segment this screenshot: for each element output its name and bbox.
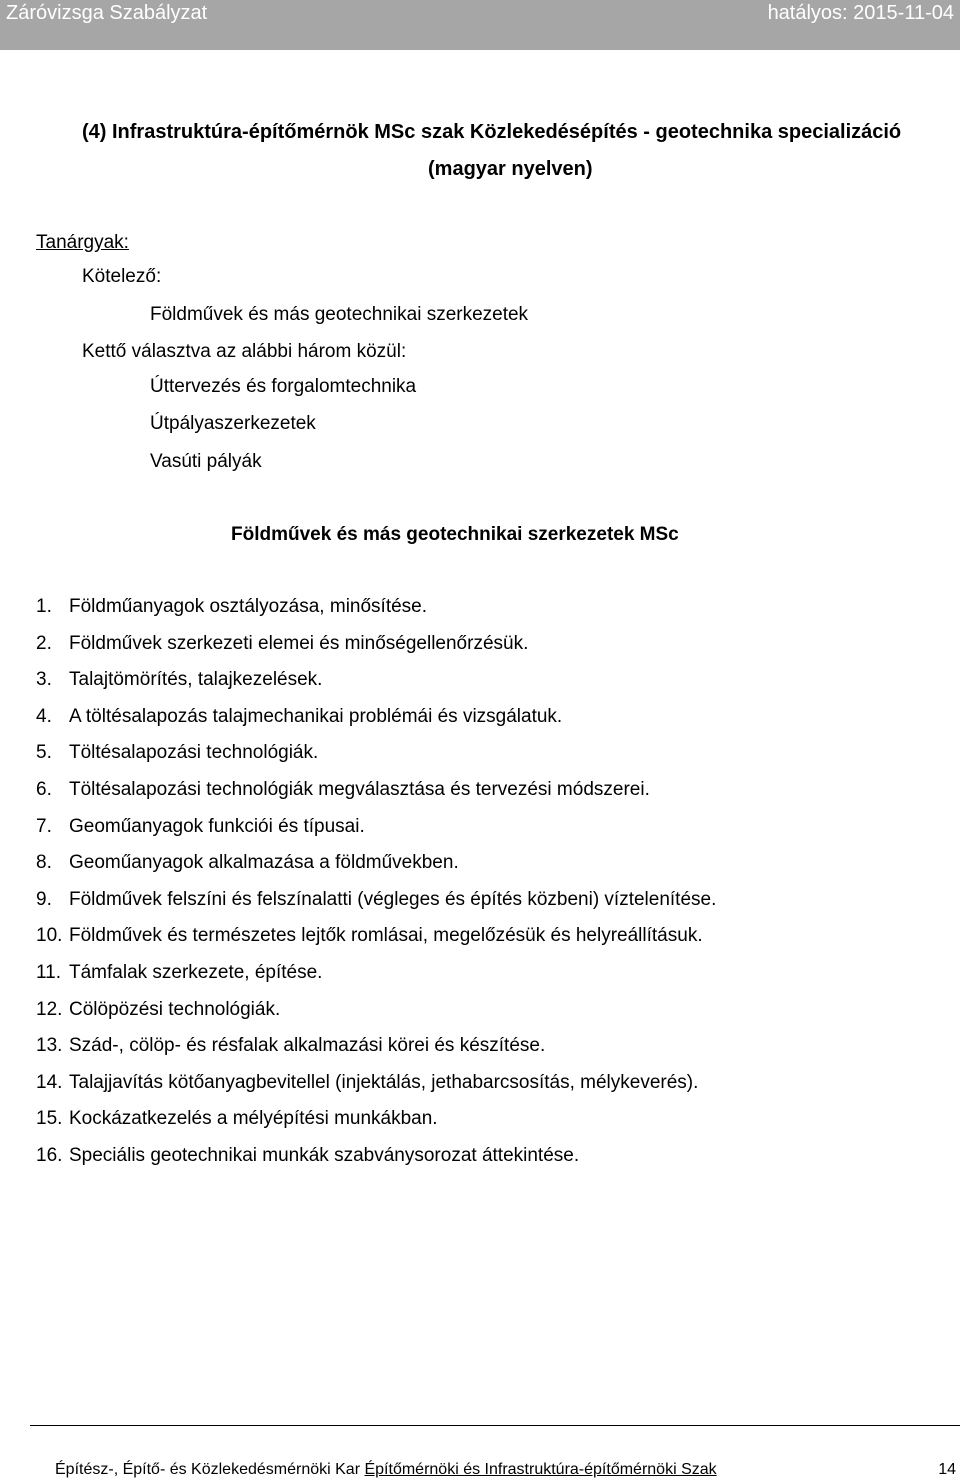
page-number: 14 <box>938 1461 956 1478</box>
topic-item <box>36 816 716 853</box>
elective-label: Kettő választva az alábbi három közül: <box>82 341 407 362</box>
mandatory-subject: Földművek és más geotechnikai szerkezetek <box>150 304 529 325</box>
topic-text: Talajjavítás kötőanyagbevitellel (injektálás, jethabarcsosítás, mélykeverés). <box>69 1071 699 1093</box>
section-title: (4) Infrastruktúra-építőmérnök MSc szak Közlekedésépítés - geotechnika specializáció <box>82 121 902 143</box>
topic-text: Talajtömörítés, talajkezelések. <box>69 669 323 691</box>
footer-faculty: Építész-, Építő- és Közlekedésmérnöki Kar <box>55 1461 361 1478</box>
topic-number: 12. <box>36 998 63 1020</box>
topic-number: 7. <box>36 815 52 837</box>
topic-item <box>36 999 716 1036</box>
topic-number: 13. <box>36 1035 63 1057</box>
topic-item <box>36 1108 716 1145</box>
topic-item <box>36 925 716 962</box>
topic-item <box>36 1072 716 1109</box>
topic-item <box>36 596 716 633</box>
topic-number: 14. <box>36 1071 63 1093</box>
topic-text: Földművek felszíni és felszínalatti (végleges és építés közbeni) víztelenítése. <box>69 888 717 910</box>
topic-item <box>36 852 716 889</box>
topic-number: 3. <box>36 669 52 691</box>
topic-text: Geoműanyagok funkciói és típusai. <box>69 815 365 837</box>
document-title: Záróvizsga Szabályzat <box>6 2 208 24</box>
topic-item <box>36 706 716 743</box>
topic-item <box>36 633 716 670</box>
topic-number: 4. <box>36 705 52 727</box>
topic-number: 10. <box>36 925 63 947</box>
topic-text: Szád-, cölöp- és résfalak alkalmazási körei és készítése. <box>69 1035 546 1057</box>
topic-number: 5. <box>36 742 52 764</box>
footer-divider <box>30 1425 960 1426</box>
topic-number: 1. <box>36 596 52 617</box>
section-subtitle: (magyar nyelven) <box>428 158 593 180</box>
topic-text: Töltésalapozási technológiák megválasztása és tervezési módszerei. <box>69 778 650 800</box>
topic-text: Speciális geotechnikai munkák szabványsorozat áttekintése. <box>69 1144 580 1166</box>
topic-number: 16. <box>36 1144 63 1166</box>
topic-item <box>36 962 716 999</box>
topic-list <box>36 596 716 1182</box>
elective-subject: Útpályaszerkezetek <box>150 413 316 434</box>
topic-text: Támfalak szerkezete, építése. <box>69 961 323 983</box>
topic-item <box>36 669 716 706</box>
topic-item <box>36 779 716 816</box>
topic-number: 9. <box>36 888 52 910</box>
footer-text <box>55 1461 717 1479</box>
effective-date: hatályos: 2015-11-04 <box>767 2 954 24</box>
elective-subject: Úttervezés és forgalomtechnika <box>150 376 417 397</box>
topic-number: 6. <box>36 778 52 800</box>
course-title: Földművek és más geotechnikai szerkezetek MSc <box>231 524 679 545</box>
topic-text: Geoműanyagok alkalmazása a földművekben. <box>69 852 459 874</box>
topic-item <box>36 1035 716 1072</box>
topic-item <box>36 889 716 926</box>
topic-number: 2. <box>36 632 52 654</box>
topic-text: Kockázatkezelés a mélyépítési munkákban. <box>69 1108 438 1130</box>
topic-item <box>36 742 716 779</box>
topic-number: 8. <box>36 852 52 874</box>
topic-text: Cölöpözési technológiák. <box>69 998 281 1020</box>
topic-number: 11. <box>36 961 62 983</box>
topic-number: 15. <box>36 1108 63 1130</box>
topic-text: Földművek és természetes lejtők romlásai, megelőzésük és helyreállításuk. <box>69 925 703 947</box>
topic-text: A töltésalapozás talajmechanikai problémái és vizsgálatuk. <box>69 705 563 727</box>
topic-item <box>36 1145 716 1182</box>
topic-text: Földművek szerkezeti elemei és minőségellenőrzésük. <box>69 632 529 654</box>
topic-text: Földműanyagok osztályozása, minősítése. <box>69 596 428 617</box>
topic-text: Töltésalapozási technológiák. <box>69 742 319 764</box>
mandatory-label: Kötelező: <box>82 266 162 287</box>
footer-department: Építőmérnöki és Infrastruktúra-építőmérnöki Szak <box>364 1461 717 1478</box>
subjects-heading: Tanárgyak: <box>36 232 129 253</box>
elective-subject: Vasúti pályák <box>150 451 262 472</box>
